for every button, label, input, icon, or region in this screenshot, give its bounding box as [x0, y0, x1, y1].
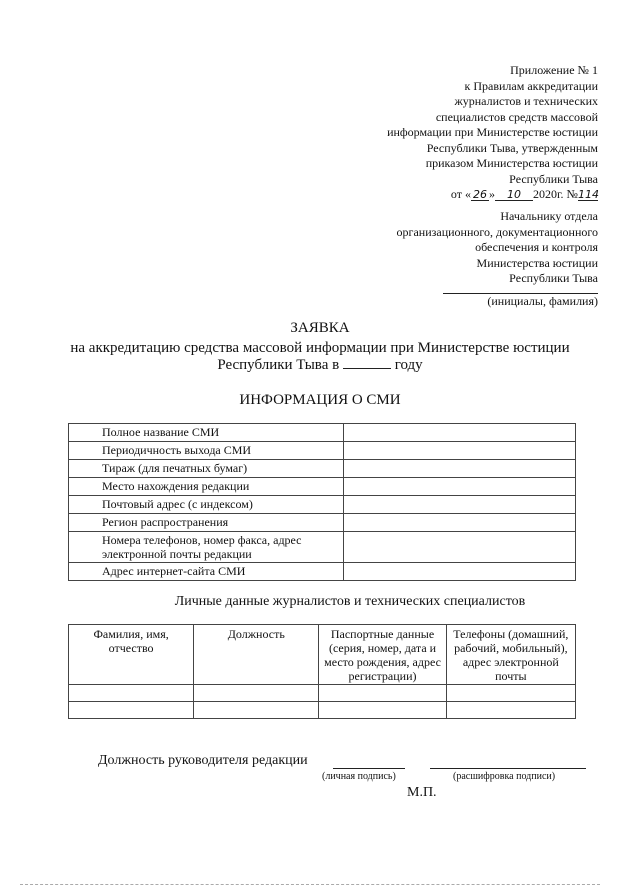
table-row [69, 460, 576, 478]
table-row [69, 685, 576, 702]
table-cell [194, 702, 319, 719]
addressee-block [338, 209, 598, 287]
addressee-signature-caption: (инициалы, фамилия) [487, 294, 598, 308]
table-cell [446, 702, 575, 719]
year-blank [343, 357, 391, 369]
order-number: 114 [578, 188, 599, 201]
row-label: Место нахождения редакции [69, 478, 344, 496]
row-value-cell [344, 442, 576, 460]
row-value-cell [344, 514, 576, 532]
page-bottom-rule [20, 884, 600, 885]
table-cell [69, 685, 194, 702]
order-date-line [338, 187, 598, 203]
appendix-block [338, 63, 598, 203]
table-cell [446, 685, 575, 702]
document-subtitle: на аккредитацию средства массовой информации при Министерстве юстиции [70, 340, 570, 356]
appendix-line: приказом Министерства юстиции [425, 156, 598, 170]
column-header-name: Фамилия, имя, отчество [69, 625, 194, 685]
smi-info-table [68, 423, 576, 581]
signature-caption: (личная подпись) [322, 771, 396, 782]
order-month: 10 [495, 189, 533, 201]
row-value-cell [344, 460, 576, 478]
table-row [69, 563, 576, 581]
row-label: Почтовый адрес (с индексом) [69, 496, 344, 514]
decoding-caption: (расшифровка подписи) [453, 771, 556, 782]
column-header-position: Должность [194, 625, 319, 685]
stamp-place-label: М.П. [407, 785, 437, 800]
decoding-blank [430, 768, 586, 769]
addressee-line: Министерства юстиции [476, 255, 598, 270]
table-cell [69, 702, 194, 719]
table-cell [319, 702, 446, 719]
table-cell [194, 685, 319, 702]
row-value-cell [344, 496, 576, 514]
appendix-line: информации при Министерстве юстиции [387, 125, 598, 139]
row-label: Тираж (для печатных бумаг) [69, 460, 344, 478]
row-label: Регион распространения [69, 514, 344, 532]
head-position-label: Должность руководителя редакции [98, 753, 308, 768]
appendix-line: к Правилам аккредитации [464, 78, 598, 93]
year-suffix: 2020г. № [532, 187, 578, 201]
year-line-before: Республики Тыва в [217, 357, 340, 373]
row-value-cell [344, 532, 576, 563]
row-label: Полное название СМИ [69, 424, 344, 442]
table-header-row [69, 625, 576, 685]
document-year-line [0, 357, 640, 374]
section-heading: ИНФОРМАЦИЯ О СМИ [239, 392, 401, 408]
table-row [69, 478, 576, 496]
appendix-line: журналистов и технических [454, 94, 598, 108]
row-label: Периодичность выхода СМИ [69, 442, 344, 460]
table-cell [319, 685, 446, 702]
row-label: Номера телефонов, номер факса, адрес электронной почты редакции [69, 532, 344, 563]
order-day: 26 [472, 188, 487, 201]
addressee-line: Начальнику отдела [500, 209, 598, 223]
date-mid: » [488, 187, 495, 201]
row-value-cell [344, 563, 576, 581]
document-title: ЗАЯВКА [290, 320, 350, 336]
appendix-line: Республики Тыва, утвержденным [426, 140, 598, 155]
row-label: Адрес интернет-сайта СМИ [69, 563, 344, 581]
column-header-phones: Телефоны (домашний, рабочий, мобильный), адрес электронной почты [446, 625, 575, 685]
table-row [69, 532, 576, 563]
addressee-line: Республики Тыва [509, 271, 598, 285]
table-row [69, 442, 576, 460]
table-row [69, 702, 576, 719]
addressee-line: организационного, документационного [396, 224, 598, 239]
table-row [69, 496, 576, 514]
personnel-table [68, 624, 576, 719]
table-row [69, 424, 576, 442]
appendix-line: специалистов средств массовой [435, 109, 598, 124]
appendix-line: Республики Тыва [509, 171, 598, 186]
year-line-after: году [394, 357, 423, 373]
table-row [69, 514, 576, 532]
row-value-cell [344, 478, 576, 496]
signature-blank [333, 768, 405, 769]
appendix-line: Приложение № 1 [510, 63, 598, 77]
column-header-passport: Паспортные данные (серия, номер, дата и место рождения, адрес регистрации) [319, 625, 446, 685]
personnel-subtitle: Личные данные журналистов и технических специалистов [174, 594, 526, 609]
row-value-cell [344, 424, 576, 442]
date-prefix: от « [450, 187, 471, 201]
addressee-line: обеспечения и контроля [475, 240, 598, 254]
